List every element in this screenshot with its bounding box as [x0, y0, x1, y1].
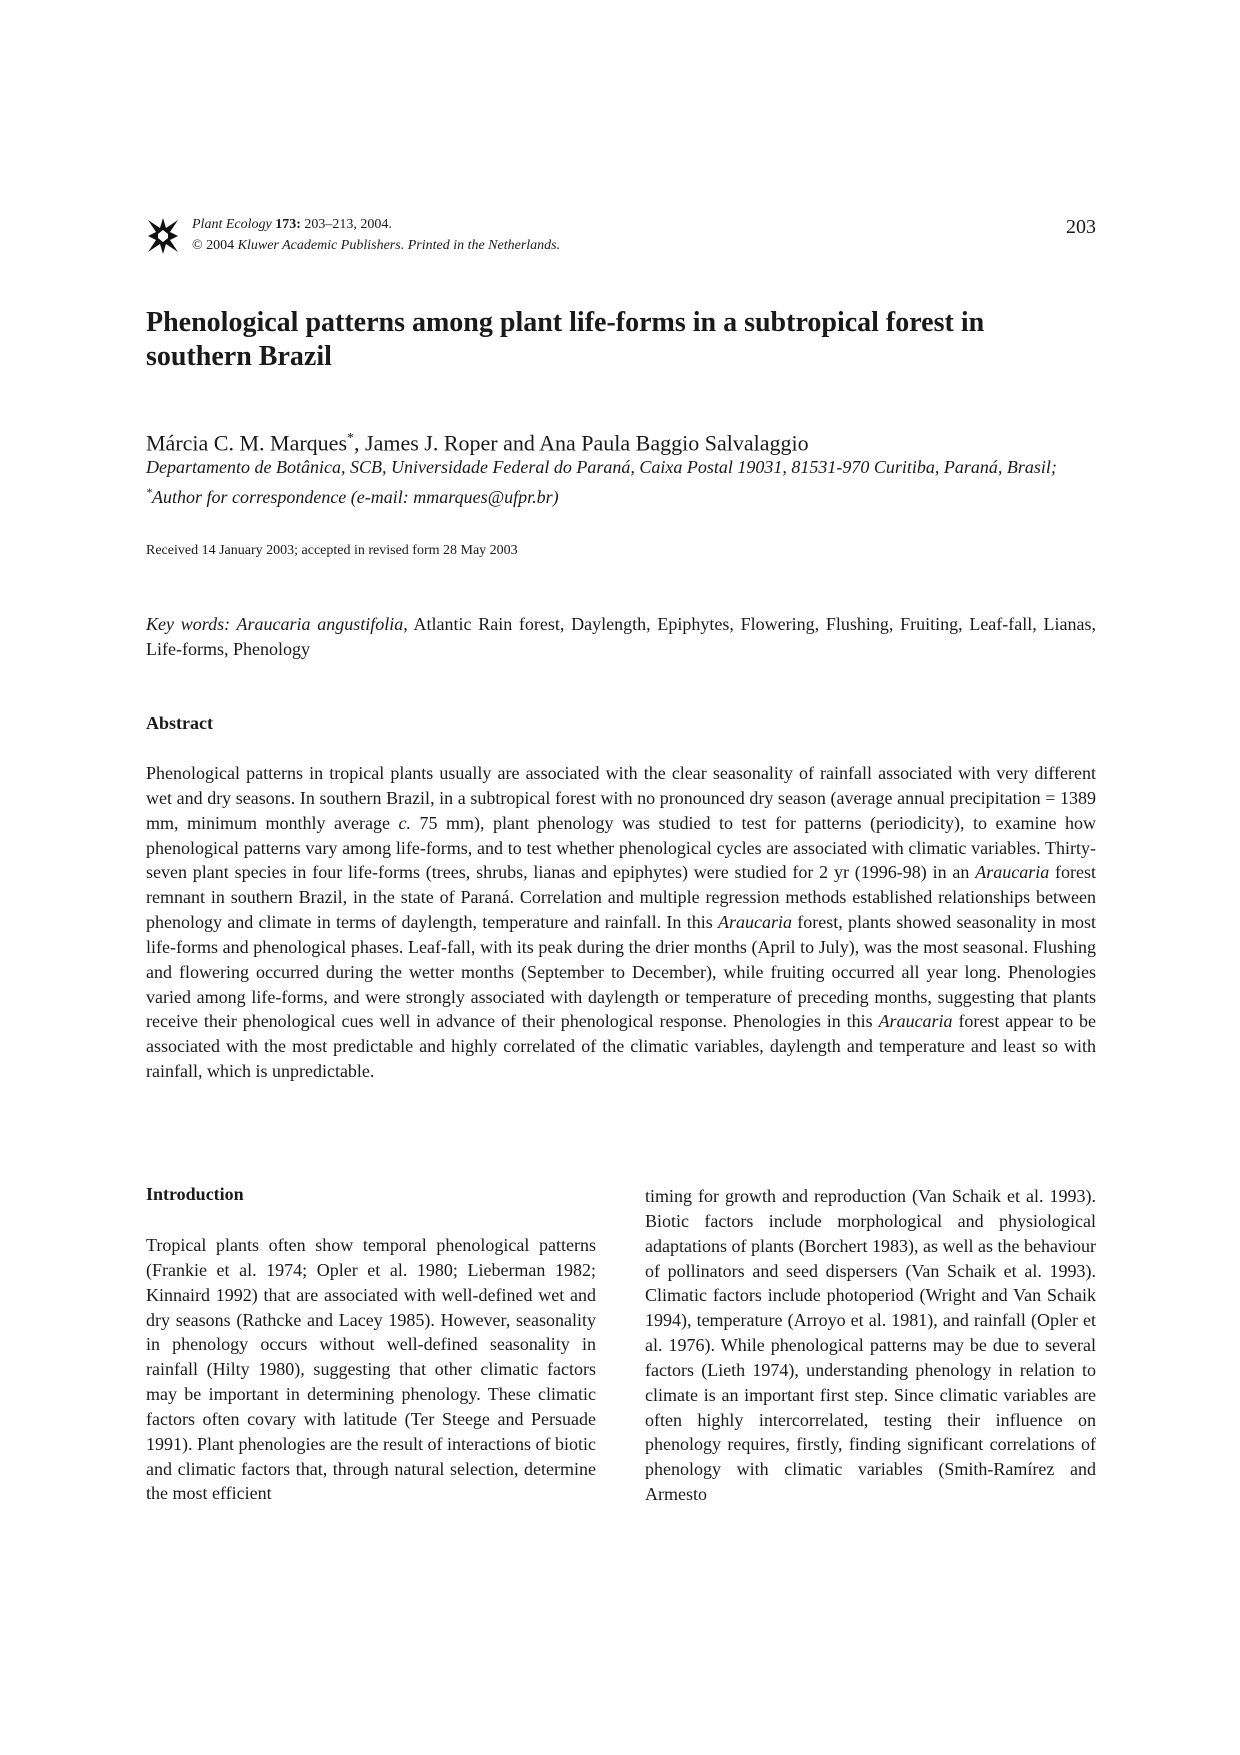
journal-volume: 173: [275, 217, 301, 232]
page-number: 203 [1066, 216, 1096, 238]
abstract-part: 75 mm), plant phenology was studied to test for patterns (periodicity), to examine how phenological patterns vary among life-forms, and to test whether phenological cycles are associated with climatic variables. Thirty-seven plant species in four life-forms (trees, shrubs, lianas and epiphytes) were studied for 2 yr (1996-98) in an [146, 812, 1096, 883]
affiliation [146, 455, 1096, 510]
abstract-heading: Abstract [146, 713, 213, 733]
journal-citation [192, 214, 560, 256]
journal-header [146, 214, 1096, 264]
abstract-italic: Araucaria [878, 1011, 953, 1032]
introduction-right-column: timing for growth and reproduction (Van Schaik et al. 1993). Biotic factors include morphological and physiological adaptations of plants (Borchert 1983), as well as the behaviour of pollinators and seed dispersers (Van Schaik et al. 1993). Climatic factors include photoperiod (Wright and Van Schaik 1994), temperature (Arroyo et al. 1981), and rainfall (Opler et al. 1976). While phenological patterns may be due to several factors (Lieth 1974), understanding phenology in relation to climate is an important first step. Since climatic variables are often highly intercorrelated, testing their influence on phenology requires, firstly, finding significant correlations of phenology with climatic variables (Smith-Ramírez and Armesto [645, 1186, 1096, 1505]
keyword-araucaria: Araucaria angustifolia [236, 614, 404, 634]
abstract-part: forest, plants showed seasonality in most life-forms and phenological phases. Leaf-fall, with its peak during the drier months (April to July), was the most seasonal. Flushing and flowering occurred during the wetter months (September to December), while fruiting occurred all year long. Phenologies varied among life-forms, and were strongly associated with daylength or temperature of preceding months, suggesting that plants receive their phenological cues well in advance of their phenological response. Phenologies in this [146, 912, 1096, 1032]
introduction-heading: Introduction [146, 1184, 244, 1204]
abstract-text [146, 761, 1096, 1084]
abstract-part: forest remnant in southern Brazil, in the state of Paraná. Correlation and multiple regression methods established relationships between phenology and climate in terms of daylength, temperature and rainfall. In this [146, 862, 1096, 933]
correspondence-email: Author for correspondence (e-mail: mmarques@ufpr.br) [152, 487, 559, 507]
abstract-part: forest appear to be associated with the most predictable and highly correlated of the climatic variables, daylength and temperature and least so with rainfall, which is unpredictable. [146, 1011, 1097, 1082]
keywords-label: Key words: [146, 614, 237, 634]
journal-pages: 203–213, 2004. [300, 217, 392, 232]
abstract-italic: Araucaria [717, 912, 792, 933]
publisher-line: Kluwer Academic Publishers. Printed in the Netherlands. [237, 238, 561, 253]
article-title: Phenological patterns among plant life-forms in a subtropical forest in southern Brazil [146, 307, 985, 372]
kluwer-logo-icon [146, 216, 180, 256]
abstract-italic: Araucaria [975, 862, 1050, 883]
introduction-left-column: Tropical plants often show temporal phenological patterns (Frankie et al. 1974; Opler et al. 1980; Lieberman 1982; Kinnaird 1992) that are associated with well-defined wet and dry seasons (Rathcke and Lacey 1985). However, seasonality in phenology occurs without well-defined seasonality in rainfall (Hilty 1980), suggesting that other climatic factors may be important in determining phenology. These climatic factors often covary with latitude (Ter Steege and Persuade 1991). Plant phenologies are the result of interactions of biotic and climatic factors that, through natural selection, determine the most efficient [146, 1235, 596, 1504]
author-rest: , James J. Roper and Ana Paula Baggio Salvalaggio [354, 430, 809, 456]
corresponding-mark: * [347, 431, 355, 446]
abstract-italic: c. [398, 812, 411, 833]
affiliation-address: Departamento de Botânica, SCB, Universidade Federal do Paraná, Caixa Postal 19031, 81531-970 Curitiba, Paraná, Brasil; [146, 457, 1057, 477]
keywords-list: , Atlantic Rain forest, Daylength, Epiphytes, Flowering, Flushing, Fruiting, Leaf-fall, Lianas, Life-forms, Phenology [146, 614, 1096, 659]
copyright-year: © 2004 [192, 238, 238, 253]
correspondence-mark: * [146, 485, 152, 499]
keywords [146, 612, 1096, 662]
journal-name: Plant Ecology [192, 217, 272, 232]
author-first: Márcia C. M. Marques [146, 430, 348, 456]
received-dates: Received 14 January 2003; accepted in revised form 28 May 2003 [146, 543, 518, 558]
abstract-part: Phenological patterns in tropical plants usually are associated with the clear seasonality of rainfall associated with very different wet and dry seasons. In southern Brazil, in a subtropical forest with no pronounced dry season (average annual precipitation = 1389 mm, minimum monthly average [146, 763, 1096, 833]
author-list [146, 425, 1096, 457]
